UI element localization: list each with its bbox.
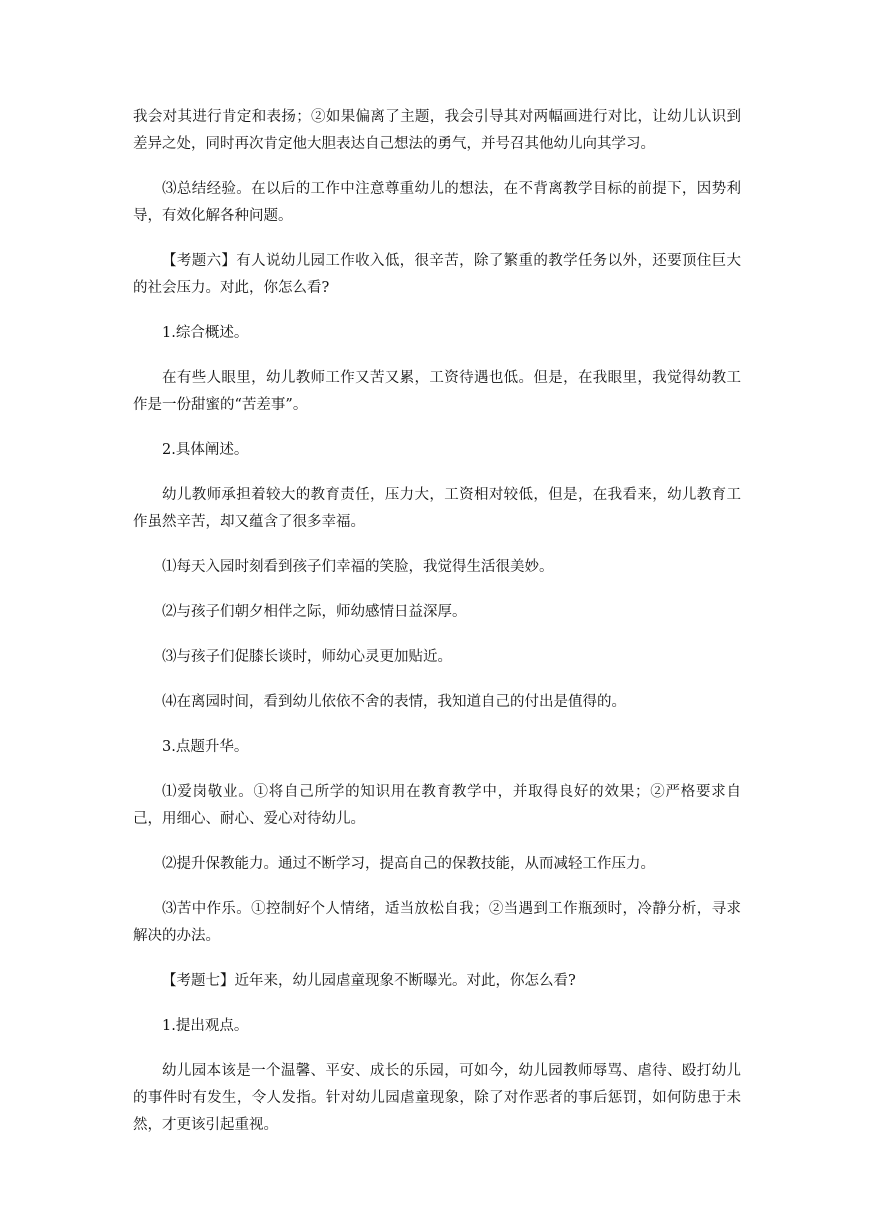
section-overview: 1.综合概述。: [162, 325, 249, 341]
list-item: ⑴每天入园时刻看到孩子们幸福的笑脸，我觉得生活很美妙。: [162, 559, 554, 575]
list-item: ⑴爱岗敬业。①将自己所学的知识用在教育教学中，并取得良好的效果；②严格要求自己，用细心、耐心、爱心对待幼儿。: [133, 784, 741, 827]
list-item: ⑶苦中作乐。①控制好个人情绪，适当放松自我；②当遇到工作瓶颈时，冷静分析，寻求解决的办法。: [133, 901, 741, 944]
question-six-heading: 【考题六】有人说幼儿园工作收入低，很辛苦，除了繁重的教学任务以外，还要顶住巨大的社会压力。对此，你怎么看?: [133, 253, 741, 296]
list-item: ⑷在离园时间，看到幼儿依依不舍的表情，我知道自己的付出是值得的。: [162, 694, 626, 710]
list-item: ⑵提升保教能力。通过不断学习，提高自己的保教技能，从而减轻工作压力。: [162, 856, 655, 872]
list-item: ⑶与孩子们促膝长谈时，师幼心灵更加贴近。: [162, 649, 452, 665]
paragraph-overview: 在有些人眼里，幼儿教师工作又苦又累，工资待遇也低。但是，在我眼里，我觉得幼教工作是一份甜蜜的“苦差事”。: [133, 370, 741, 413]
paragraph-detail: 幼儿教师承担着较大的教育责任，压力大，工资相对较低，但是，在我看来，幼儿教育工作虽然辛苦，却又蕴含了很多幸福。: [133, 487, 741, 530]
document-page: [133, 104, 741, 1157]
section-detail: 2.具体阐述。: [162, 442, 249, 458]
section-elevation: 3.点题升华。: [162, 739, 249, 755]
paragraph-continuation: 我会对其进行肯定和表扬；②如果偏离了主题，我会引导其对两幅画进行对比，让幼儿认识到差异之处，同时再次肯定他大胆表达自己想法的勇气，并号召其他幼儿向其学习。: [133, 109, 741, 152]
question-seven-heading: 【考题七】近年来，幼儿园虐童现象不断曝光。对此，你怎么看?: [162, 973, 576, 989]
section-viewpoint: 1.提出观点。: [162, 1018, 249, 1034]
paragraph-viewpoint: 幼儿园本该是一个温馨、平安、成长的乐园，可如今，幼儿园教师辱骂、虐待、殴打幼儿的事件时有发生，令人发指。针对幼儿园虐童现象，除了对作恶者的事后惩罚，如何防患于未然，才更该引起重视。: [133, 1063, 741, 1133]
list-item: ⑵与孩子们朝夕相伴之际，师幼感情日益深厚。: [162, 604, 467, 620]
paragraph-summary-experience: ⑶总结经验。在以后的工作中注意尊重幼儿的想法，在不背离教学目标的前提下，因势利导，有效化解各种问题。: [133, 181, 741, 224]
